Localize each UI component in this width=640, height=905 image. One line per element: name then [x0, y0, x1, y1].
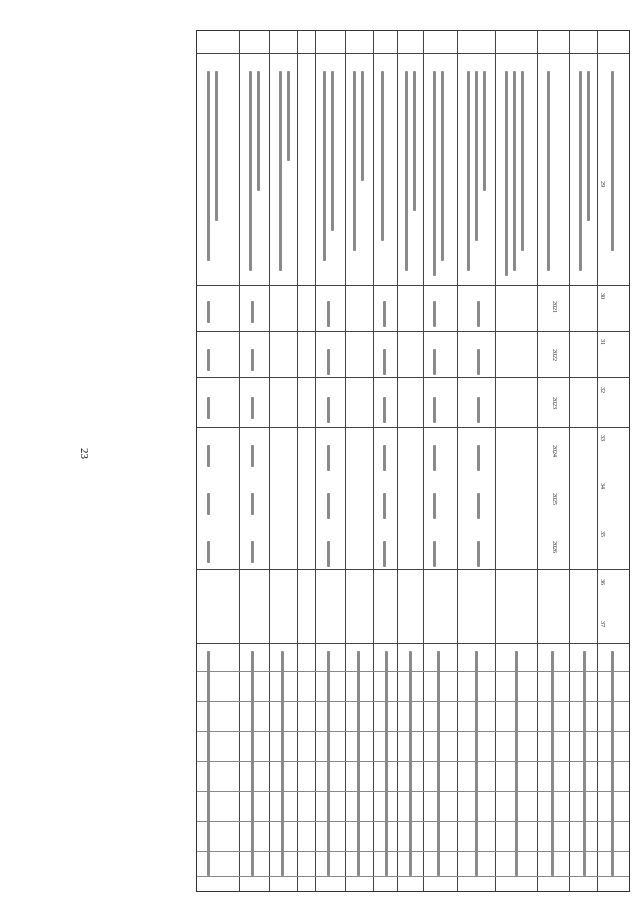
text-placeholder — [587, 71, 590, 221]
column-number: 31 — [599, 339, 605, 345]
table-rule — [197, 821, 629, 822]
value-placeholder — [207, 397, 210, 419]
value-placeholder — [327, 493, 330, 519]
table-rule — [297, 31, 298, 891]
column-number: 35 — [599, 531, 605, 537]
table-rule — [197, 53, 629, 54]
value-placeholder — [477, 397, 480, 423]
table-rule — [457, 31, 458, 891]
code-placeholder — [251, 651, 254, 876]
year-label: 2026 — [551, 541, 557, 553]
table-rule — [239, 31, 240, 891]
year-label: 2025 — [551, 493, 557, 505]
value-placeholder — [207, 301, 210, 323]
value-placeholder — [383, 349, 386, 375]
budget-table — [196, 30, 630, 892]
text-placeholder — [483, 71, 486, 191]
code-placeholder — [207, 651, 210, 876]
value-placeholder — [383, 445, 386, 471]
text-placeholder — [475, 71, 478, 241]
value-placeholder — [207, 493, 210, 515]
value-placeholder — [477, 349, 480, 375]
value-placeholder — [207, 349, 210, 371]
table-rule — [197, 285, 629, 286]
value-placeholder — [327, 397, 330, 423]
text-placeholder — [257, 71, 260, 191]
year-label: 2023 — [551, 397, 557, 409]
table-rule — [373, 31, 374, 891]
value-placeholder — [207, 445, 210, 467]
value-placeholder — [251, 349, 254, 371]
table-rule — [315, 31, 316, 891]
year-label: 2022 — [551, 349, 557, 361]
table-rule — [397, 31, 398, 891]
column-number: 32 — [599, 387, 605, 393]
value-placeholder — [251, 397, 254, 419]
code-placeholder — [409, 651, 412, 876]
text-placeholder — [547, 71, 550, 271]
table-rule — [345, 31, 346, 891]
text-placeholder — [513, 71, 516, 271]
text-placeholder — [433, 71, 436, 276]
text-placeholder — [505, 71, 508, 276]
text-placeholder — [353, 71, 356, 251]
text-placeholder — [441, 71, 444, 261]
code-placeholder — [515, 651, 518, 876]
year-label: 2024 — [551, 445, 557, 457]
value-placeholder — [383, 493, 386, 519]
column-number: 33 — [599, 435, 605, 441]
code-placeholder — [327, 651, 330, 876]
table-rule — [569, 31, 570, 891]
text-placeholder — [249, 71, 252, 271]
table-rule — [423, 31, 424, 891]
value-placeholder — [383, 541, 386, 567]
code-placeholder — [611, 651, 614, 876]
table-rule — [197, 851, 629, 852]
code-placeholder — [385, 651, 388, 876]
year-label: 2021 — [551, 301, 557, 313]
value-placeholder — [327, 301, 330, 327]
value-placeholder — [383, 301, 386, 327]
text-placeholder — [207, 71, 210, 261]
value-placeholder — [327, 541, 330, 567]
text-placeholder — [467, 71, 470, 271]
table-rule — [197, 701, 629, 702]
code-placeholder — [437, 651, 440, 876]
value-placeholder — [251, 445, 254, 467]
text-placeholder — [331, 71, 334, 231]
text-placeholder — [287, 71, 290, 161]
table-rule — [197, 427, 629, 428]
table-rule — [197, 761, 629, 762]
table-rule — [495, 31, 496, 891]
table-rule — [197, 569, 629, 570]
value-placeholder — [433, 541, 436, 567]
column-number: 36 — [599, 579, 605, 585]
text-placeholder — [413, 71, 416, 211]
code-placeholder — [583, 651, 586, 876]
value-placeholder — [433, 349, 436, 375]
text-placeholder — [611, 71, 614, 251]
value-placeholder — [433, 301, 436, 327]
table-rule — [197, 643, 629, 644]
text-placeholder — [323, 71, 326, 261]
code-placeholder — [551, 651, 554, 876]
code-placeholder — [357, 651, 360, 876]
value-placeholder — [433, 445, 436, 471]
column-number: 30 — [599, 293, 605, 299]
column-number: 34 — [599, 483, 605, 489]
value-placeholder — [477, 445, 480, 471]
code-placeholder — [281, 651, 284, 876]
value-placeholder — [477, 541, 480, 567]
text-placeholder — [381, 71, 384, 241]
table-rule — [197, 731, 629, 732]
text-placeholder — [215, 71, 218, 221]
column-number: 37 — [599, 621, 605, 627]
value-placeholder — [477, 493, 480, 519]
table-rule — [597, 31, 598, 891]
text-placeholder — [405, 71, 408, 271]
page-number: 23 — [78, 448, 90, 459]
table-rule — [197, 671, 629, 672]
value-placeholder — [251, 301, 254, 323]
text-placeholder — [579, 71, 582, 271]
column-number: 29 — [599, 181, 605, 187]
value-placeholder — [383, 397, 386, 423]
code-placeholder — [475, 651, 478, 876]
table-rule — [537, 31, 538, 891]
value-placeholder — [207, 541, 210, 563]
text-placeholder — [361, 71, 364, 181]
text-placeholder — [521, 71, 524, 251]
value-placeholder — [251, 541, 254, 563]
value-placeholder — [327, 349, 330, 375]
table-rule — [269, 31, 270, 891]
table-rule — [197, 331, 629, 332]
value-placeholder — [477, 301, 480, 327]
value-placeholder — [433, 397, 436, 423]
value-placeholder — [327, 445, 330, 471]
text-placeholder — [279, 71, 282, 271]
table-rule — [197, 791, 629, 792]
value-placeholder — [251, 493, 254, 515]
value-placeholder — [433, 493, 436, 519]
table-rule — [197, 377, 629, 378]
table-rule — [197, 876, 629, 877]
